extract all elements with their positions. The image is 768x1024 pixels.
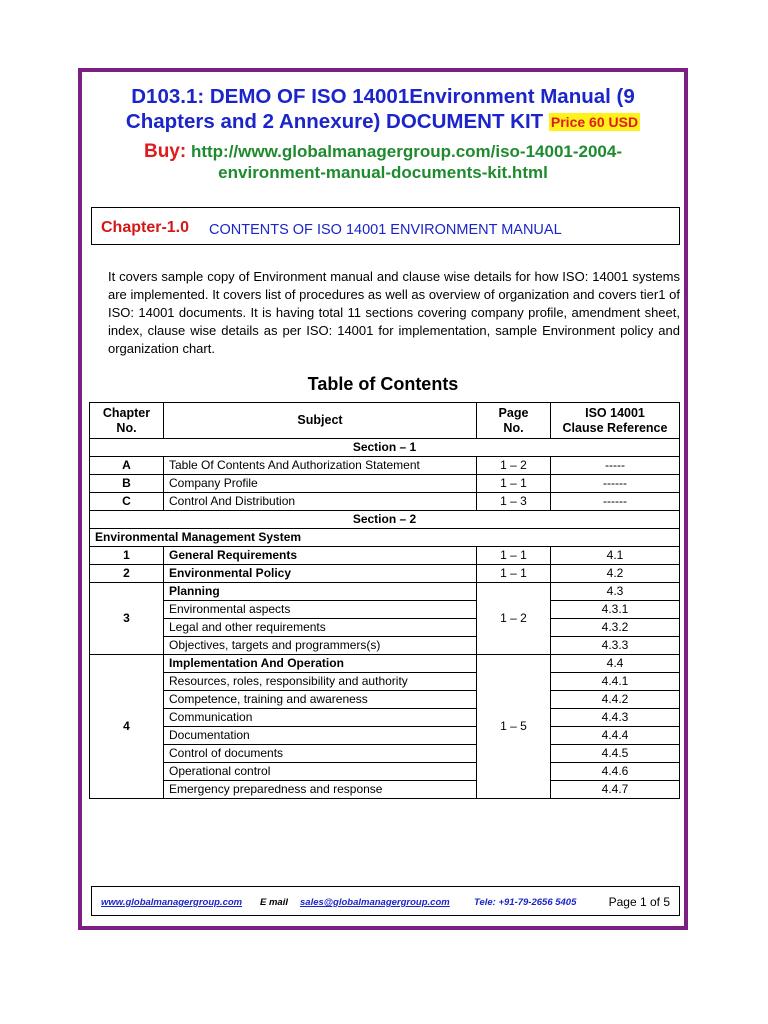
toc-table bbox=[89, 402, 680, 799]
subject: Planning bbox=[164, 583, 477, 601]
buy-url-part-1[interactable]: http://www.globalmanagergroup.com/iso-14001-2004- bbox=[190, 142, 623, 161]
clause-ref: 4.4.1 bbox=[551, 673, 680, 691]
chapter-no: 2 bbox=[90, 565, 164, 583]
page-no: 1 – 1 bbox=[477, 547, 551, 565]
buy-line-1 bbox=[80, 141, 686, 162]
subject: Objectives, targets and programmers(s) bbox=[164, 637, 477, 655]
table-row bbox=[90, 745, 680, 763]
chapter-no: A bbox=[90, 457, 164, 475]
clause-ref: 4.3.2 bbox=[551, 619, 680, 637]
price-badge: Price 60 USD bbox=[550, 114, 639, 130]
clause-ref: ------ bbox=[551, 475, 680, 493]
ems-heading: Environmental Management System bbox=[90, 529, 680, 547]
clause-ref: 4.4.2 bbox=[551, 691, 680, 709]
table-row bbox=[90, 637, 680, 655]
table-row bbox=[90, 619, 680, 637]
intro-paragraph: It covers sample copy of Environment manual and clause wise details for how ISO: 14001 systems are implemented. It covers list of procedures as well as overview of organization and covers tier1 of ISO: 14001 documents. It is having total 11 sections covering company profile, amendment sheet, index, clause wise details as per ISO: 14001 for implementation, sample Environment policy and organization chart. bbox=[108, 269, 680, 356]
subject: Control of documents bbox=[164, 745, 477, 763]
page-no: 1 – 5 bbox=[477, 655, 551, 799]
chapter-no: 4 bbox=[90, 655, 164, 799]
section-row bbox=[90, 439, 680, 457]
footer-email-link[interactable]: sales@globalmanagergroup.com bbox=[300, 897, 450, 908]
table-row bbox=[90, 781, 680, 799]
subject: Communication bbox=[164, 709, 477, 727]
table-row bbox=[90, 547, 680, 565]
clause-ref: ------ bbox=[551, 493, 680, 511]
table-row bbox=[90, 475, 680, 493]
page-no: 1 – 1 bbox=[477, 565, 551, 583]
subject: Competence, training and awareness bbox=[164, 691, 477, 709]
page-no: 1 – 2 bbox=[477, 457, 551, 475]
chapter-no: 3 bbox=[90, 583, 164, 655]
clause-ref: 4.4.7 bbox=[551, 781, 680, 799]
clause-ref: 4.2 bbox=[551, 565, 680, 583]
col-header-subject: Subject bbox=[164, 403, 477, 439]
clause-ref: 4.4.5 bbox=[551, 745, 680, 763]
page-no: 1 – 2 bbox=[477, 583, 551, 655]
subject: Emergency preparedness and response bbox=[164, 781, 477, 799]
clause-ref: 4.3.1 bbox=[551, 601, 680, 619]
clause-ref: 4.1 bbox=[551, 547, 680, 565]
chapter-no: 1 bbox=[90, 547, 164, 565]
title-line-1: D103.1: DEMO OF ISO 14001Environment Manual (9 bbox=[131, 85, 635, 108]
page-no: 1 – 1 bbox=[477, 475, 551, 493]
clause-ref: 4.4 bbox=[551, 655, 680, 673]
chapter-no: C bbox=[90, 493, 164, 511]
document-title bbox=[80, 84, 686, 134]
table-row bbox=[90, 691, 680, 709]
subject: Documentation bbox=[164, 727, 477, 745]
clause-ref: 4.4.4 bbox=[551, 727, 680, 745]
clause-ref: ----- bbox=[551, 457, 680, 475]
chapter-number: Chapter-1.0 bbox=[101, 219, 190, 236]
subject: Environmental Policy bbox=[164, 565, 477, 583]
page-no: 1 – 3 bbox=[477, 493, 551, 511]
footer-telephone: Tele: +91-79-2656 5405 bbox=[474, 897, 577, 908]
toc-heading: Table of Contents bbox=[307, 374, 459, 394]
subject: Legal and other requirements bbox=[164, 619, 477, 637]
subject: Table Of Contents And Authorization Statement bbox=[164, 457, 477, 475]
table-row bbox=[90, 655, 680, 673]
table-row bbox=[90, 493, 680, 511]
table-row bbox=[90, 727, 680, 745]
clause-ref: 4.4.6 bbox=[551, 763, 680, 781]
buy-link-block[interactable] bbox=[80, 141, 686, 183]
section-row bbox=[90, 511, 680, 529]
clause-ref: 4.4.3 bbox=[551, 709, 680, 727]
page-number: Page 1 of 5 bbox=[608, 895, 670, 909]
buy-label: Buy: bbox=[143, 141, 187, 162]
chapter-no: B bbox=[90, 475, 164, 493]
subject: Operational control bbox=[164, 763, 477, 781]
subject: Environmental aspects bbox=[164, 601, 477, 619]
table-row bbox=[90, 601, 680, 619]
page-footer bbox=[91, 886, 680, 916]
table-row bbox=[90, 457, 680, 475]
title-line-2-text: Chapters and 2 Annexure) DOCUMENT KIT bbox=[125, 110, 544, 133]
table-row bbox=[90, 583, 680, 601]
table-row bbox=[90, 565, 680, 583]
subject: Resources, roles, responsibility and authority bbox=[164, 673, 477, 691]
title-line-2 bbox=[80, 109, 686, 134]
subject: Control And Distribution bbox=[164, 493, 477, 511]
footer-email-label: E mail bbox=[260, 897, 288, 908]
clause-ref: 4.3 bbox=[551, 583, 680, 601]
table-row bbox=[90, 709, 680, 727]
chapter-heading-box bbox=[91, 207, 680, 245]
col-header-page: Page No. bbox=[477, 403, 551, 439]
table-row bbox=[90, 763, 680, 781]
table-row bbox=[90, 673, 680, 691]
subject: Implementation And Operation bbox=[164, 655, 477, 673]
subject: General Requirements bbox=[164, 547, 477, 565]
section-1-label: Section – 1 bbox=[90, 439, 680, 457]
col-header-clause: ISO 14001 Clause Reference bbox=[551, 403, 680, 439]
ems-heading-row bbox=[90, 529, 680, 547]
chapter-title: CONTENTS OF ISO 14001 ENVIRONMENT MANUAL bbox=[209, 222, 562, 238]
col-header-chapter: Chapter No. bbox=[90, 403, 164, 439]
subject: Company Profile bbox=[164, 475, 477, 493]
toc-header-row bbox=[90, 403, 680, 439]
clause-ref: 4.3.3 bbox=[551, 637, 680, 655]
section-2-label: Section – 2 bbox=[90, 511, 680, 529]
buy-url-part-2[interactable]: environment-manual-documents-kit.html bbox=[218, 163, 548, 182]
footer-website-link[interactable]: www.globalmanagergroup.com bbox=[101, 897, 243, 908]
